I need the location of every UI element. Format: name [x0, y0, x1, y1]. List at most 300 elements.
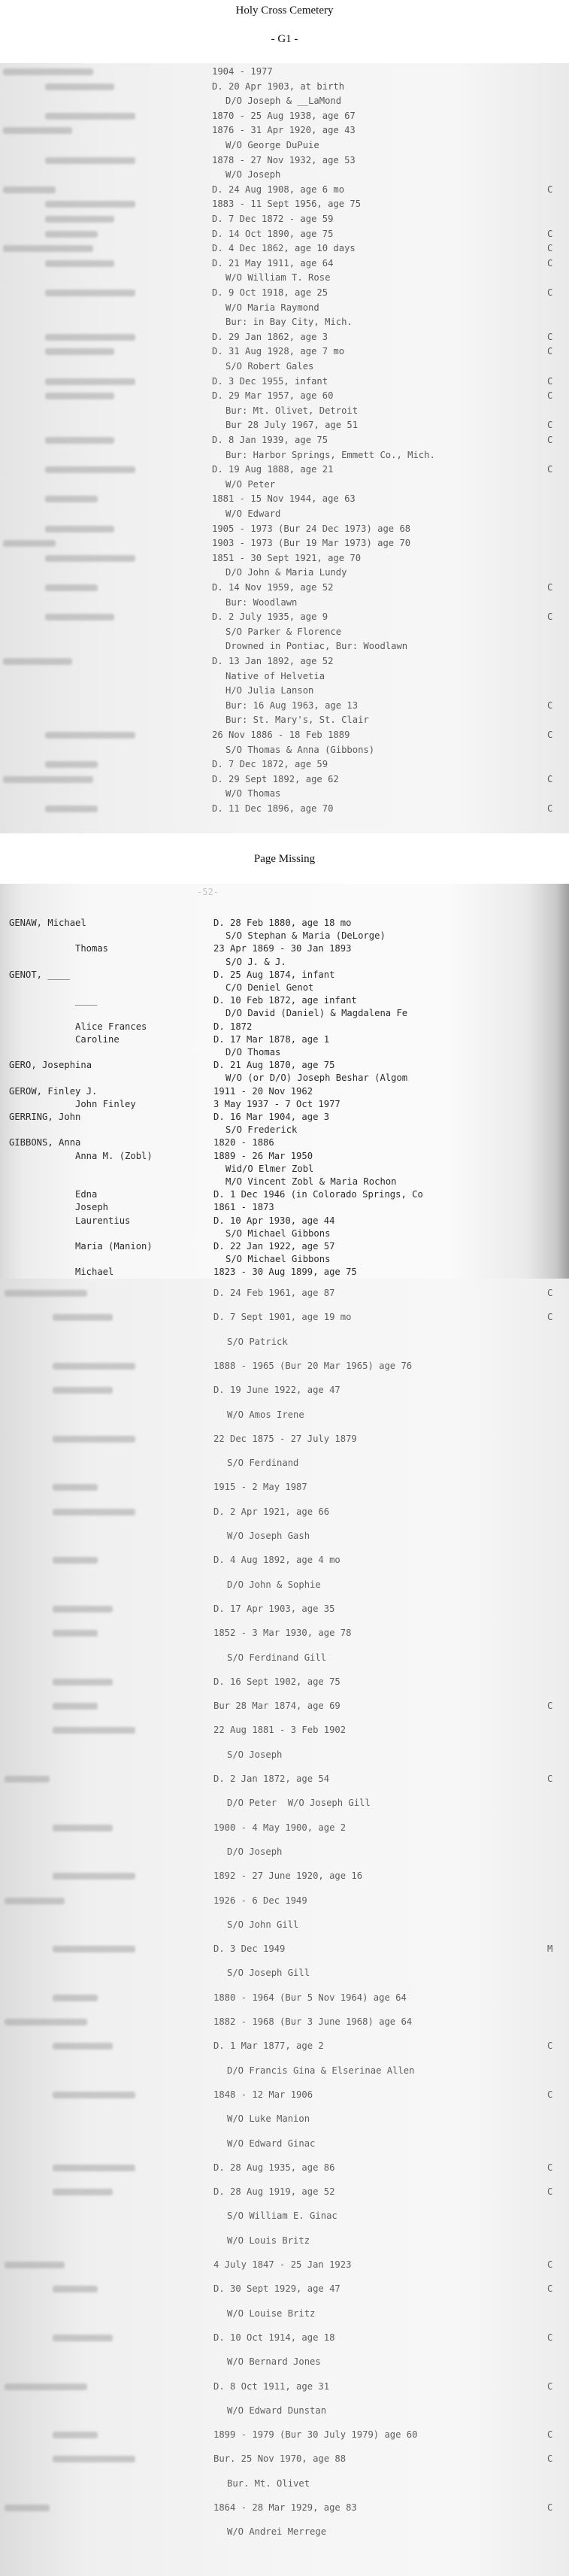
illegible-name — [45, 216, 114, 223]
record-row — [0, 788, 569, 801]
record-data: S/O Patrick — [227, 1336, 288, 1347]
record-data: S/O Michael Gibbons — [225, 1254, 331, 1265]
record-data: W/O Edward — [225, 508, 281, 519]
record-data: D. 4 Dec 1862, age 10 days — [212, 243, 356, 254]
record-row — [0, 2235, 569, 2248]
record-data: D. 7 Dec 1872, age 59 — [212, 759, 328, 770]
record-mark: C — [547, 699, 553, 711]
record-data: Bur 28 July 1967, age 51 — [225, 420, 359, 431]
record-row — [0, 671, 569, 684]
record-mark: C — [547, 2380, 553, 2392]
record-mark: C — [547, 773, 553, 784]
record-mark: C — [547, 346, 553, 357]
illegible-name — [45, 437, 114, 444]
illegible-name — [53, 1484, 98, 1491]
record-data: Bur: Harbor Springs, Emmett Co., Mich. — [225, 449, 435, 460]
record-name: Michael — [75, 1267, 114, 1278]
record-row — [0, 229, 569, 241]
record-data: S/O Michael Gibbons — [225, 1227, 331, 1239]
record-data: 1882 - 1968 (Bur 3 June 1968) age 64 — [213, 2016, 413, 2027]
illegible-name — [53, 1679, 113, 1685]
illegible-name — [53, 1436, 135, 1443]
record-data: D. 30 Sept 1929, age 47 — [213, 2283, 340, 2295]
record-data: D. 4 Aug 1892, age 4 mo — [213, 1555, 340, 1566]
illegible-name — [45, 584, 98, 591]
record-row — [0, 538, 569, 551]
illegible-name — [3, 245, 93, 252]
illegible-name — [45, 231, 98, 238]
record-data: Bur: St. Mary's, St. Clair — [225, 715, 369, 726]
record-data: 1888 - 1965 (Bur 20 Mar 1965) age 76 — [213, 1360, 413, 1371]
illegible-name — [3, 540, 56, 547]
record-row — [0, 656, 569, 669]
record-mark: C — [547, 803, 553, 814]
record-row — [0, 1008, 569, 1021]
record-mark: C — [547, 1773, 553, 1784]
record-name: GEROW, Finley J. — [9, 1085, 98, 1097]
record-name: GERRING, John — [9, 1112, 81, 1122]
record-data: 26 Nov 1886 - 18 Feb 1889 — [212, 730, 350, 740]
record-row — [0, 943, 569, 956]
illegible-name — [53, 1314, 113, 1321]
record-row — [0, 1409, 569, 1422]
record-row — [0, 1151, 569, 1164]
record-row — [0, 1137, 569, 1150]
record-row — [0, 715, 569, 727]
record-row — [0, 420, 569, 432]
record-data: 1848 - 12 Mar 1906 — [213, 2089, 313, 2100]
record-row — [0, 1798, 569, 1810]
record-data: Bur: 16 Aug 1963, age 13 — [225, 699, 359, 711]
record-row — [0, 553, 569, 566]
record-mark: C — [547, 2259, 553, 2270]
illegible-name — [53, 2335, 113, 2341]
record-data: D. 20 Apr 1903, at birth — [212, 80, 345, 92]
record-data: 1823 - 30 Aug 1899, age 75 — [213, 1267, 357, 1278]
record-data: 1878 - 27 Nov 1932, age 53 — [212, 154, 356, 165]
illegible-name — [3, 776, 93, 783]
record-row — [0, 2040, 569, 2053]
record-row — [0, 287, 569, 300]
record-data: W/O Edward Ginac — [227, 2138, 316, 2149]
record-data: D/O David (Daniel) & Magdalena Fe — [225, 1008, 408, 1019]
record-row — [0, 302, 569, 315]
record-data: S/O Frederick — [225, 1124, 298, 1136]
record-row — [0, 1267, 569, 1279]
illegible-name — [53, 1630, 98, 1637]
record-row — [0, 464, 569, 477]
record-data: D. 21 May 1911, age 64 — [212, 257, 334, 269]
record-row — [0, 1555, 569, 1567]
illegible-name — [53, 1946, 135, 1952]
record-data: W/O Joseph — [225, 169, 281, 181]
illegible-name — [45, 393, 114, 399]
record-row — [0, 1458, 569, 1470]
record-data: Bur: in Bay City, Mich. — [225, 317, 353, 328]
record-row — [0, 918, 569, 930]
record-mark: C — [547, 287, 553, 298]
illegible-name — [45, 334, 135, 341]
record-data: D. 9 Oct 1918, age 25 — [212, 287, 328, 298]
record-data: S/O Ferdinand Gill — [227, 1652, 327, 1663]
record-mark: C — [547, 184, 553, 195]
illegible-name — [5, 2019, 87, 2025]
record-mark: C — [547, 2186, 553, 2198]
illegible-name — [53, 1727, 135, 1734]
record-mark: C — [547, 2332, 553, 2343]
record-row — [0, 969, 569, 982]
record-mark: C — [547, 464, 553, 475]
record-mark: C — [547, 243, 553, 254]
record-row — [0, 597, 569, 610]
record-data: 1900 - 4 May 1900, age 2 — [213, 1822, 347, 1833]
record-data: 1892 - 27 June 1920, age 16 — [213, 1871, 363, 1882]
illegible-name — [53, 2189, 113, 2195]
record-data: S/O Joseph Gill — [227, 1968, 310, 1979]
record-row — [0, 1943, 569, 1956]
record-data: S/O Robert Gales — [225, 361, 314, 372]
record-row — [0, 2089, 569, 2102]
record-row — [0, 1112, 569, 1124]
record-data: 1904 - 1977 — [212, 66, 273, 77]
record-row — [0, 745, 569, 757]
record-data: 4 July 1847 - 25 Jan 1923 — [213, 2259, 352, 2270]
record-mark: C — [547, 2089, 553, 2100]
record-row — [0, 479, 569, 492]
record-row — [0, 2356, 569, 2369]
record-row — [0, 2332, 569, 2345]
record-data: W/O Louis Britz — [227, 2235, 310, 2246]
record-row — [0, 125, 569, 138]
record-data: D. 3 Dec 1955, infant — [212, 375, 328, 387]
record-row — [0, 1124, 569, 1137]
record-data: D/O Francis Gina & Elserinae Allen — [227, 2065, 415, 2076]
record-data: D. 25 Aug 1874, infant — [213, 969, 335, 980]
record-row — [0, 1086, 569, 1099]
record-data: D. 10 Apr 1930, age 44 — [213, 1215, 335, 1226]
record-data: W/O Luke Manion — [227, 2113, 310, 2125]
record-data: D. 16 Sept 1902, age 75 — [213, 1676, 340, 1687]
illegible-name — [53, 1387, 113, 1394]
record-data: 1820 - 1886 — [213, 1137, 274, 1148]
record-data: 3 May 1937 - 7 Oct 1977 — [213, 1098, 340, 1109]
record-data: D. 8 Oct 1911, age 31 — [213, 2380, 330, 2392]
record-name: GERO, Josephina — [9, 1060, 92, 1071]
illegible-name — [5, 2505, 50, 2511]
cemetery-title: Holy Cross Cemetery — [235, 5, 334, 17]
record-name: John Finley — [75, 1098, 136, 1109]
record-data: S/O John Gill — [227, 1919, 299, 1930]
record-row — [0, 111, 569, 123]
record-data: D. 19 Aug 1888, age 21 — [212, 464, 334, 475]
record-row — [0, 995, 569, 1008]
illegible-name — [53, 2456, 135, 2462]
record-row — [0, 1992, 569, 2005]
record-data: 1915 - 2 May 1987 — [213, 1482, 307, 1493]
record-row — [0, 1846, 569, 1859]
record-mark: C — [547, 435, 553, 445]
record-data: S/O Thomas & Anna (Gibbons) — [225, 744, 375, 755]
record-data: D. 8 Jan 1939, age 75 — [212, 435, 328, 445]
record-name: GENOT, ____ — [9, 969, 70, 980]
record-mark: C — [547, 420, 553, 431]
illegible-name — [53, 2286, 98, 2292]
record-data: D. 13 Jan 1892, age 52 — [212, 656, 334, 666]
record-row — [0, 1164, 569, 1176]
record-row — [0, 1871, 569, 1883]
record-row — [0, 361, 569, 374]
record-data: D. 17 Apr 1903, age 35 — [213, 1603, 335, 1614]
illegible-name — [53, 2092, 135, 2098]
illegible-name — [45, 157, 135, 164]
record-mark: C — [547, 611, 553, 623]
record-data: W/O Maria Raymond — [225, 302, 319, 313]
record-row — [0, 155, 569, 168]
illegible-name — [53, 2165, 135, 2171]
record-data: S/O Stephan & Maria (DeLorge) — [225, 930, 386, 942]
record-data: Bur: Mt. Olivet, Detroit — [225, 405, 359, 416]
record-name: GIBBONS, Anna — [9, 1137, 81, 1148]
record-data: D/O Joseph — [227, 1846, 283, 1857]
record-data: Bur 28 Mar 1874, age 69 — [213, 1701, 340, 1712]
illegible-name — [53, 1606, 113, 1613]
record-data: 1881 - 15 Nov 1944, age 63 — [212, 493, 356, 505]
record-data: D. 10 Feb 1872, age infant — [213, 995, 357, 1006]
record-data: D. 3 Dec 1949 — [213, 1943, 286, 1955]
record-data: 1926 - 6 Dec 1949 — [213, 1895, 307, 1906]
record-data: W/O Louise Britz — [227, 2307, 316, 2319]
record-row — [0, 523, 569, 536]
record-data: Drowned in Pontiac, Bur: Woodlawn — [225, 641, 408, 652]
record-data: Bur. 25 Nov 1970, age 88 — [213, 2453, 347, 2465]
record-row — [0, 930, 569, 943]
record-row — [0, 759, 569, 772]
illegible-name — [53, 1995, 98, 2001]
record-row — [0, 2162, 569, 2175]
record-row — [0, 2259, 569, 2272]
record-data: 1870 - 25 Aug 1938, age 67 — [212, 110, 356, 121]
record-row — [0, 1254, 569, 1267]
record-data: D. 28 Aug 1935, age 86 — [213, 2162, 335, 2173]
record-row — [0, 2526, 569, 2539]
record-mark: C — [547, 1288, 553, 1298]
record-row — [0, 1047, 569, 1060]
scanned-page-2 — [0, 884, 569, 1279]
record-data: W/O Thomas — [225, 788, 281, 800]
record-row — [0, 1725, 569, 1737]
record-row — [0, 2381, 569, 2394]
record-row — [0, 1434, 569, 1446]
record-row — [0, 1099, 569, 1112]
page-number: -52- — [197, 887, 219, 897]
record-row — [0, 1531, 569, 1543]
record-row — [0, 774, 569, 787]
record-mark: C — [547, 2502, 553, 2513]
record-mark: C — [547, 582, 553, 593]
illegible-name — [45, 732, 135, 739]
record-row — [0, 346, 569, 359]
illegible-name — [45, 348, 114, 355]
record-data: W/O Edward Dunstan — [227, 2405, 327, 2416]
illegible-name — [3, 658, 72, 665]
record-row — [0, 1822, 569, 1835]
record-data: S/O Ferdinand — [227, 1458, 299, 1469]
record-row — [0, 1189, 569, 1202]
record-row — [0, 582, 569, 595]
record-data: 1876 - 31 Apr 1920, age 43 — [212, 125, 356, 136]
illegible-name — [53, 1509, 135, 1516]
record-row — [0, 1215, 569, 1228]
record-row — [0, 1228, 569, 1241]
record-row — [0, 169, 569, 182]
record-row — [0, 803, 569, 816]
record-data: 1899 - 1979 (Bur 30 July 1979) age 60 — [213, 2429, 418, 2441]
record-data: D. 29 Jan 1862, age 3 — [212, 331, 328, 342]
record-row — [0, 2308, 569, 2321]
record-data: D. 1872 — [213, 1021, 253, 1032]
record-data: D. 29 Mar 1957, age 60 — [212, 390, 334, 402]
page-missing-label: Page Missing — [253, 853, 316, 865]
record-row — [0, 1288, 569, 1300]
record-data: D. 24 Feb 1961, age 87 — [213, 1288, 335, 1298]
record-mark: C — [547, 375, 553, 387]
record-data: D. 16 Mar 1904, age 3 — [213, 1112, 330, 1122]
record-row — [0, 258, 569, 271]
scanned-page-1 — [0, 63, 569, 833]
record-row — [0, 214, 569, 226]
record-mark: C — [547, 2453, 553, 2465]
record-data: D. 1 Dec 1946 (in Colorado Springs, Co — [213, 1189, 423, 1200]
record-data: C/O Deniel Genot — [225, 982, 314, 993]
illegible-name — [45, 496, 98, 502]
record-row — [0, 2016, 569, 2029]
record-row — [0, 730, 569, 742]
illegible-name — [45, 761, 98, 768]
record-data: M/O Vincent Zobl & Maria Rochon — [225, 1176, 397, 1187]
record-data: W/O Bernard Jones — [227, 2356, 321, 2368]
illegible-name — [45, 378, 135, 385]
record-data: W/O Peter — [225, 478, 276, 490]
illegible-name — [5, 2383, 87, 2390]
illegible-name — [3, 187, 56, 193]
record-data: 23 Apr 1869 - 30 Jan 1893 — [213, 943, 352, 954]
record-name: Thomas — [75, 943, 109, 954]
illegible-name — [3, 68, 93, 75]
record-row — [0, 2478, 569, 2491]
record-row — [0, 1073, 569, 1085]
record-mark: C — [547, 257, 553, 269]
record-data: D. 2 July 1935, age 9 — [212, 611, 328, 623]
record-row — [0, 2138, 569, 2151]
record-data: W/O (or D/O) Joseph Beshar (Algom — [225, 1073, 408, 1084]
record-row — [0, 184, 569, 197]
record-data: D. 28 Aug 1919, age 52 — [213, 2186, 335, 2198]
illegible-name — [53, 1363, 135, 1370]
record-row — [0, 140, 569, 153]
record-data: 1889 - 26 Mar 1950 — [213, 1150, 313, 1161]
record-data: 1861 - 1873 — [213, 1202, 274, 1213]
record-data: D/O John & Sophie — [227, 1579, 321, 1590]
record-row — [0, 66, 569, 79]
record-row — [0, 2113, 569, 2126]
record-mark: C — [547, 390, 553, 402]
illegible-name — [45, 806, 98, 812]
record-data: D. 31 Aug 1928, age 7 mo — [212, 346, 345, 357]
record-mark: C — [547, 1312, 553, 1323]
scanned-page-3 — [0, 1279, 569, 2576]
record-data: W/O George DuPuie — [225, 140, 319, 150]
record-data: D. 7 Sept 1901, age 19 mo — [213, 1312, 352, 1323]
record-data: S/O J. & J. — [225, 956, 286, 967]
record-row — [0, 2210, 569, 2223]
record-name: GENAW, Michael — [9, 918, 86, 928]
record-data: D/O Thomas — [225, 1047, 281, 1057]
record-row — [0, 243, 569, 256]
record-row — [0, 567, 569, 580]
record-data: D. 21 Aug 1870, age 75 — [213, 1060, 335, 1071]
record-row — [0, 2065, 569, 2078]
record-mark: C — [547, 2040, 553, 2052]
illegible-name — [45, 201, 135, 208]
record-row — [0, 641, 569, 654]
illegible-name — [45, 260, 114, 267]
record-data: D. 14 Nov 1959, age 52 — [212, 582, 334, 593]
record-mark: C — [547, 1701, 553, 1712]
record-data: D/O Peter W/O Joseph Gill — [227, 1798, 371, 1809]
record-row — [0, 700, 569, 713]
illegible-name — [53, 1825, 113, 1831]
record-row — [0, 2502, 569, 2515]
record-row — [0, 81, 569, 94]
record-row — [0, 1773, 569, 1786]
record-row — [0, 1202, 569, 1215]
record-data: D. 22 Jan 1922, age 57 — [213, 1241, 335, 1252]
record-row — [0, 2186, 569, 2199]
record-row — [0, 1968, 569, 1980]
record-row — [0, 1385, 569, 1397]
record-data: D/O Joseph & __LaMond — [225, 96, 342, 107]
record-data: D. 10 Oct 1914, age 18 — [213, 2332, 335, 2343]
illegible-name — [53, 2432, 98, 2438]
illegible-name — [45, 555, 135, 562]
record-name: Edna — [75, 1189, 98, 1200]
record-mark: C — [547, 2429, 553, 2441]
record-row — [0, 272, 569, 285]
record-row — [0, 1060, 569, 1073]
record-data: 1851 - 30 Sept 1921, age 70 — [212, 552, 362, 563]
record-data: D. 19 June 1922, age 47 — [213, 1385, 340, 1396]
illegible-name — [5, 2262, 65, 2268]
record-row — [0, 390, 569, 403]
record-row — [0, 435, 569, 448]
record-row — [0, 1604, 569, 1616]
illegible-name — [45, 290, 135, 296]
illegible-name — [45, 466, 135, 473]
illegible-name — [5, 1290, 87, 1297]
illegible-name — [53, 1557, 98, 1564]
record-row — [0, 199, 569, 211]
record-row — [0, 957, 569, 969]
record-mark: C — [547, 228, 553, 239]
record-data: D. 29 Sept 1892, age 62 — [212, 773, 339, 784]
record-data: H/O Julia Lanson — [225, 685, 314, 696]
illegible-name — [45, 113, 135, 120]
record-data: D. 2 Apr 1921, age 66 — [213, 1506, 330, 1517]
record-row — [0, 405, 569, 418]
illegible-name — [3, 127, 72, 134]
record-data: 22 Aug 1881 - 3 Feb 1902 — [213, 1725, 347, 1736]
record-row — [0, 96, 569, 108]
